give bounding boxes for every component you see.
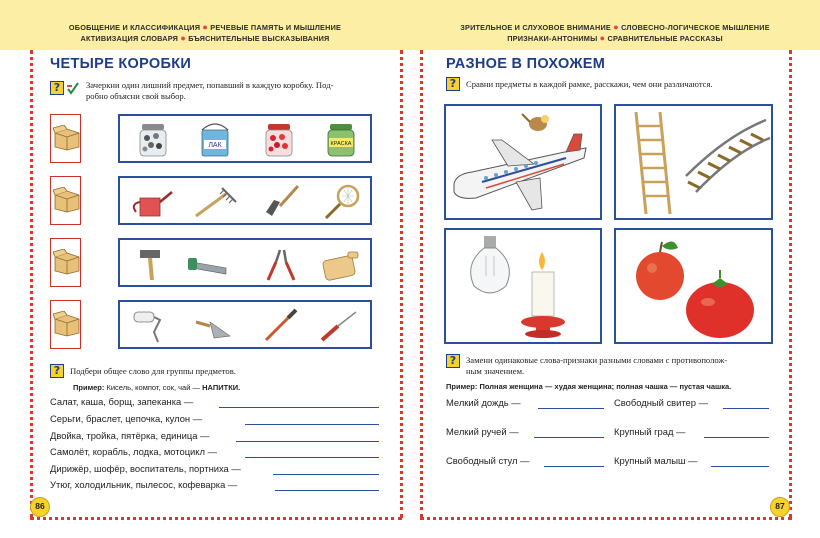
cardboard-box-cell-3 <box>50 238 81 287</box>
ladder-icon <box>636 112 670 214</box>
saw-icon <box>188 246 234 282</box>
row-frame-3 <box>118 238 372 287</box>
trowel-icon <box>192 308 238 344</box>
row-frame-2 <box>118 176 372 225</box>
ladder-and-railway-picture <box>616 106 771 218</box>
frame-ladder-and-railway <box>614 104 773 220</box>
example-line: Пример: Кисель, компот, сок, чай — НАПИТКИ. <box>73 383 241 392</box>
left-header-line2: АКТИВИЗАЦИЯ СЛОВАРЯ ● БЪЯСНИТЕЛЬНЫЕ ВЫСКАЗЫВАНИЯ <box>80 33 330 43</box>
word-group-1: Салат, каша, борщ, запеканка — <box>50 396 194 407</box>
jar-of-buttons-icon <box>130 122 176 158</box>
tomato-icon <box>686 270 754 338</box>
task2-instruction: Подбери общее слово для группы предметов. <box>70 366 236 376</box>
railway-icon <box>686 120 770 192</box>
right-dotted-border-bottom <box>420 517 792 520</box>
screwdriver-icon <box>318 308 364 344</box>
cardboard-box-icon <box>53 125 81 151</box>
word-group-3: Двойка, тройка, пятёрка, единица — <box>50 430 210 441</box>
left-header-band <box>0 0 410 50</box>
phrase-blank-left-2[interactable] <box>534 437 604 438</box>
phrase-right-2: Крупный град — <box>614 426 686 437</box>
right-section-title: РАЗНОЕ В ПОХОЖЕМ <box>446 56 606 72</box>
answer-blank-2[interactable] <box>245 424 379 425</box>
right-dotted-border-left <box>420 50 423 518</box>
task2-instruction: Замени одинаковые слова-признаки разными словами с противополож- ным значением. <box>466 355 728 376</box>
question-icon: ? <box>446 354 460 368</box>
frame-apple-and-tomato <box>614 228 773 344</box>
paint-jar-icon <box>318 122 364 158</box>
right-header-line1: ЗРИТЕЛЬНОЕ И СЛУХОВОЕ ВНИМАНИЕ ● СЛОВЕСНО-ЛОГИЧЕСКОЕ МЫШЛЕНИЕ <box>460 22 770 32</box>
svg-text:КРАСКА: КРАСКА <box>330 141 352 147</box>
row-frame-4 <box>118 300 372 349</box>
phrase-blank-left-3[interactable] <box>544 466 604 467</box>
word-group-6: Утюг, холодильник, пылесос, кофеварка — <box>50 479 238 490</box>
frame-lightbulb-and-candle <box>444 228 602 344</box>
tennis-racket-icon <box>318 184 364 220</box>
answer-blank-4[interactable] <box>245 457 379 458</box>
page-number-right: 87 <box>770 497 790 517</box>
answer-blank-3[interactable] <box>236 441 379 442</box>
pencil-check-icon <box>66 81 80 95</box>
left-dotted-border-bottom <box>30 517 402 520</box>
cardboard-box-cell-2 <box>50 176 81 225</box>
bird-and-airplane-picture <box>446 106 600 218</box>
right-header-band <box>410 0 820 50</box>
bird-icon <box>522 114 549 131</box>
svg-text:ЛАК: ЛАК <box>208 142 222 149</box>
cutting-board-icon <box>318 246 364 282</box>
apple-and-tomato-picture <box>616 230 771 342</box>
left-header-line1: ОБОБЩЕНИЕ И КЛАССИФИКАЦИЯ ● РЕЧЕВЫЕ ПАМЯТЬ И МЫШЛЕНИЕ <box>68 22 342 32</box>
lightbulb-and-candle-picture <box>446 230 600 342</box>
rake-icon <box>192 184 238 220</box>
phrase-blank-left-1[interactable] <box>538 408 604 409</box>
paint-roller-icon <box>128 308 174 344</box>
cardboard-box-icon <box>53 249 81 275</box>
right-page <box>410 0 820 538</box>
pliers-icon <box>258 246 304 282</box>
hammer-icon <box>128 246 174 282</box>
left-dotted-border-left <box>30 50 33 518</box>
answer-blank-1[interactable] <box>219 407 379 408</box>
watering-can-icon <box>128 184 174 220</box>
phrase-blank-right-2[interactable] <box>704 437 769 438</box>
word-group-2: Серьги, браслет, цепочка, кулон — <box>50 413 203 424</box>
word-group-5: Дирижёр, шофёр, воспитатель, портниха — <box>50 463 241 474</box>
airplane-icon <box>454 134 586 210</box>
word-group-4: Самолёт, корабль, лодка, мотоцикл — <box>50 446 217 457</box>
phrase-left-3: Свободный стул — <box>446 455 530 466</box>
shovel-icon <box>258 184 304 220</box>
paint-bucket-icon <box>192 122 238 158</box>
phrase-right-1: Свободный свитер — <box>614 397 708 408</box>
left-dotted-border-right <box>400 50 403 518</box>
left-section-title: ЧЕТЫРЕ КОРОБКИ <box>50 56 192 72</box>
answer-blank-6[interactable] <box>275 490 379 491</box>
task1-instruction: Сравни предметы в каждой рамке, расскажи, чем они различаются. <box>466 79 713 89</box>
cardboard-box-icon <box>53 187 81 213</box>
answer-blank-5[interactable] <box>273 474 379 475</box>
paintbrush-icon <box>258 308 304 344</box>
phrase-left-2: Мелкий ручей — <box>446 426 519 437</box>
task1-instruction: Зачеркни один лишний предмет, попавший в каждую коробку. Под- робно объясни свой выбор. <box>86 80 334 101</box>
phrase-right-3: Крупный малыш — <box>614 455 698 466</box>
question-icon: ? <box>50 81 64 95</box>
jar-of-berries-icon <box>256 122 302 158</box>
page-number-left: 86 <box>30 497 50 517</box>
cardboard-box-cell-1 <box>50 114 81 163</box>
right-header-line2: ПРИЗНАКИ-АНТОНИМЫ ● СРАВНИТЕЛЬНЫЕ РАССКАЗЫ <box>507 33 723 43</box>
frame-bird-and-airplane <box>444 104 602 220</box>
phrase-left-1: Мелкий дождь — <box>446 397 521 408</box>
lightbulb-icon <box>471 236 510 293</box>
phrase-blank-right-3[interactable] <box>711 466 769 467</box>
phrase-blank-right-1[interactable] <box>723 408 769 409</box>
cardboard-box-icon <box>53 311 81 337</box>
example-line: Пример: Полная женщина — худая женщина; полная чашка — пустая чашка. <box>446 382 732 391</box>
row-frame-1 <box>118 114 372 163</box>
question-icon: ? <box>446 77 460 91</box>
question-icon: ? <box>50 364 64 378</box>
candle-icon <box>521 252 565 338</box>
apple-icon <box>636 241 684 300</box>
right-dotted-border-right <box>789 50 792 518</box>
cardboard-box-cell-4 <box>50 300 81 349</box>
